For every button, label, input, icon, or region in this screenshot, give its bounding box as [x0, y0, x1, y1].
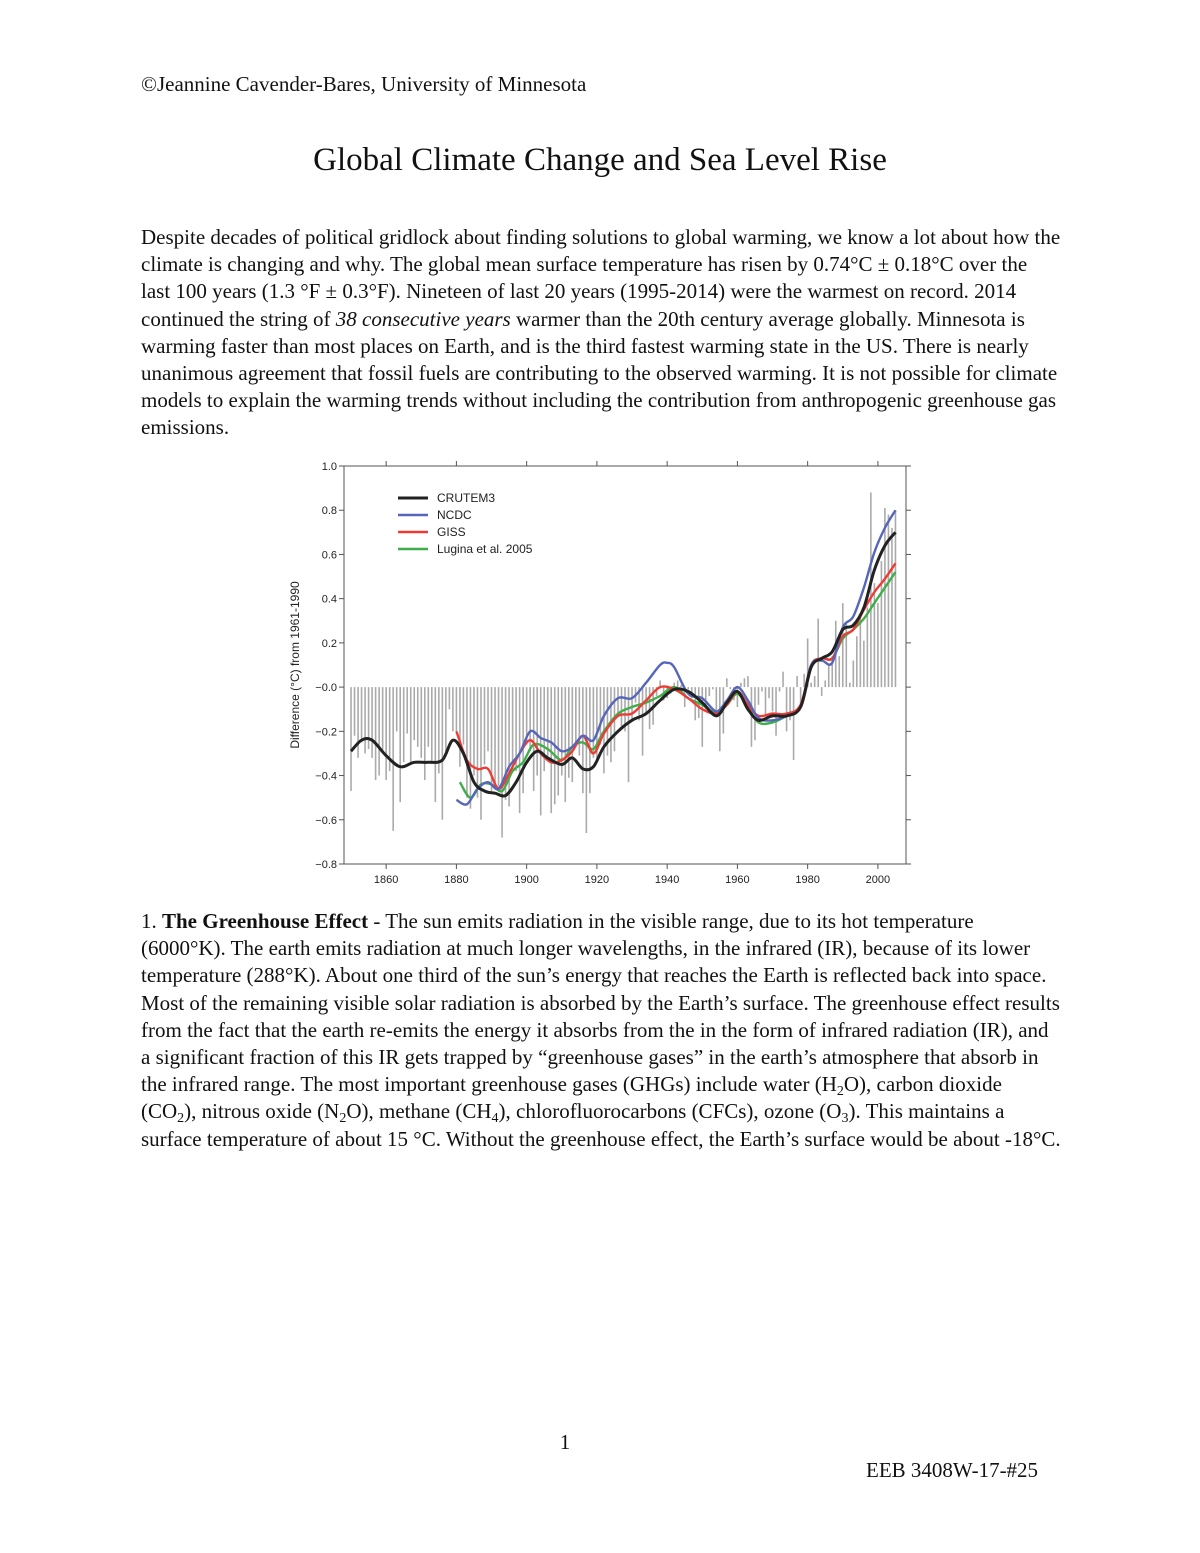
legend-label: Lugina et al. 2005 [437, 542, 533, 556]
temperature-anomaly-chart [280, 458, 916, 896]
x-tick-label: 1940 [654, 874, 680, 886]
greenhouse-paragraph [141, 908, 1061, 1153]
sub-h2o: 2 [836, 1084, 844, 1100]
legend-label: GISS [437, 525, 466, 539]
sub-co2: 2 [177, 1111, 185, 1127]
series-line-crutem3 [351, 532, 896, 796]
page-title: Global Climate Change and Sea Level Rise [313, 142, 887, 178]
y-axis-label: Difference (°C) from 1961-1990 [288, 581, 302, 749]
x-tick-label: 1920 [584, 874, 610, 886]
axis-ticks [315, 461, 911, 886]
x-tick-label: 1960 [725, 874, 750, 886]
legend-label: CRUTEM3 [437, 491, 496, 505]
y-tick-label: 0.4 [321, 593, 337, 606]
series-line-giss [456, 563, 895, 789]
course-footer: EEB 3408W-17-#25 [866, 1458, 1039, 1482]
legend-label: NCDC [437, 508, 472, 522]
y-tick-label: 0.2 [321, 637, 337, 650]
plot-frame [344, 466, 906, 864]
y-tick-label: −0.0 [315, 682, 337, 695]
y-tick-label: −0.6 [315, 814, 337, 827]
gh-text-4: O), methane (CH [346, 1099, 492, 1124]
y-tick-label: −0.4 [315, 770, 337, 783]
intro-paragraph [141, 224, 1061, 442]
series-lines [351, 510, 896, 804]
copyright-header: ©Jeannine Cavender-Bares, University of Minnesota [141, 72, 587, 96]
gh-text-6: ). This maintains a surface temperature of about 15 °C. Without the greenhouse effect, the Earth’s surface would be about -18°C. [141, 1099, 1061, 1151]
x-tick-label: 1900 [514, 874, 539, 886]
y-tick-label: 0.6 [321, 549, 337, 562]
section-number: 1. [141, 909, 162, 933]
gh-text-2: O), carbon dioxide (CO [141, 1072, 1002, 1124]
x-tick-label: 1980 [795, 874, 820, 886]
page-number: 1 [559, 1430, 571, 1454]
sub-ch4: 4 [491, 1111, 499, 1127]
sub-n2o: 2 [339, 1111, 347, 1127]
sub-o3: 3 [841, 1111, 849, 1127]
legend [398, 491, 533, 556]
x-tick-label: 2000 [865, 874, 891, 886]
gh-text-3: ), nitrous oxide (N [184, 1099, 340, 1124]
intro-text-2: warmer than the 20th century average globally. Minnesota is warming faster than most places on Earth, and is the third fastest warming state in the US. There is nearly unanimous agreement that fossil fuels are contributing to the observed warming. It is not possible for climate models to explain the warming trends without including the contribution from anthropogenic greenhouse gas emissions. [141, 306, 1058, 440]
y-tick-label: 1.0 [321, 461, 337, 473]
gh-text-5: ), chlorofluorocarbons (CFCs), ozone (O [498, 1099, 842, 1124]
x-tick-label: 1860 [373, 874, 399, 886]
x-tick-label: 1880 [444, 874, 469, 886]
gh-text-1: - The sun emits radiation in the visible range, due to its hot temperature (6000°K). The earth emits radiation at much longer wavelengths, in the infrared (IR), because of its lower temperature (288°K). About one third of the sun’s energy that reaches the Earth is reflected back into space. Most of the remaining visible solar radiation is absorbed by the Earth’s surface. The greenhouse effect results from the fact that the earth re-emits the energy it absorbs from the in the form of infrared radiation (IR), and a significant fraction of this IR gets trapped by “greenhouse gases” in the earth’s atmosphere that absorb in the infrared range. The most important greenhouse gases (GHGs) include water (H [141, 909, 1060, 1097]
y-tick-label: 0.8 [321, 505, 337, 518]
intro-emphasis: 38 consecutive years [335, 306, 511, 331]
y-tick-label: −0.8 [315, 859, 337, 871]
y-tick-label: −0.2 [315, 726, 337, 739]
intro-text-1: Despite decades of political gridlock about finding solutions to global warming, we know a lot about how the climate is changing and why. The global mean surface temperature has risen by 0.74°C ± 0.18°C over the last 100 years (1.3 °F ± 0.3°F). Nineteen of last 20 years (1995-2014) were the warmest on record. 2014 continued the string of [141, 225, 1061, 331]
section-heading: The Greenhouse Effect [162, 909, 369, 933]
